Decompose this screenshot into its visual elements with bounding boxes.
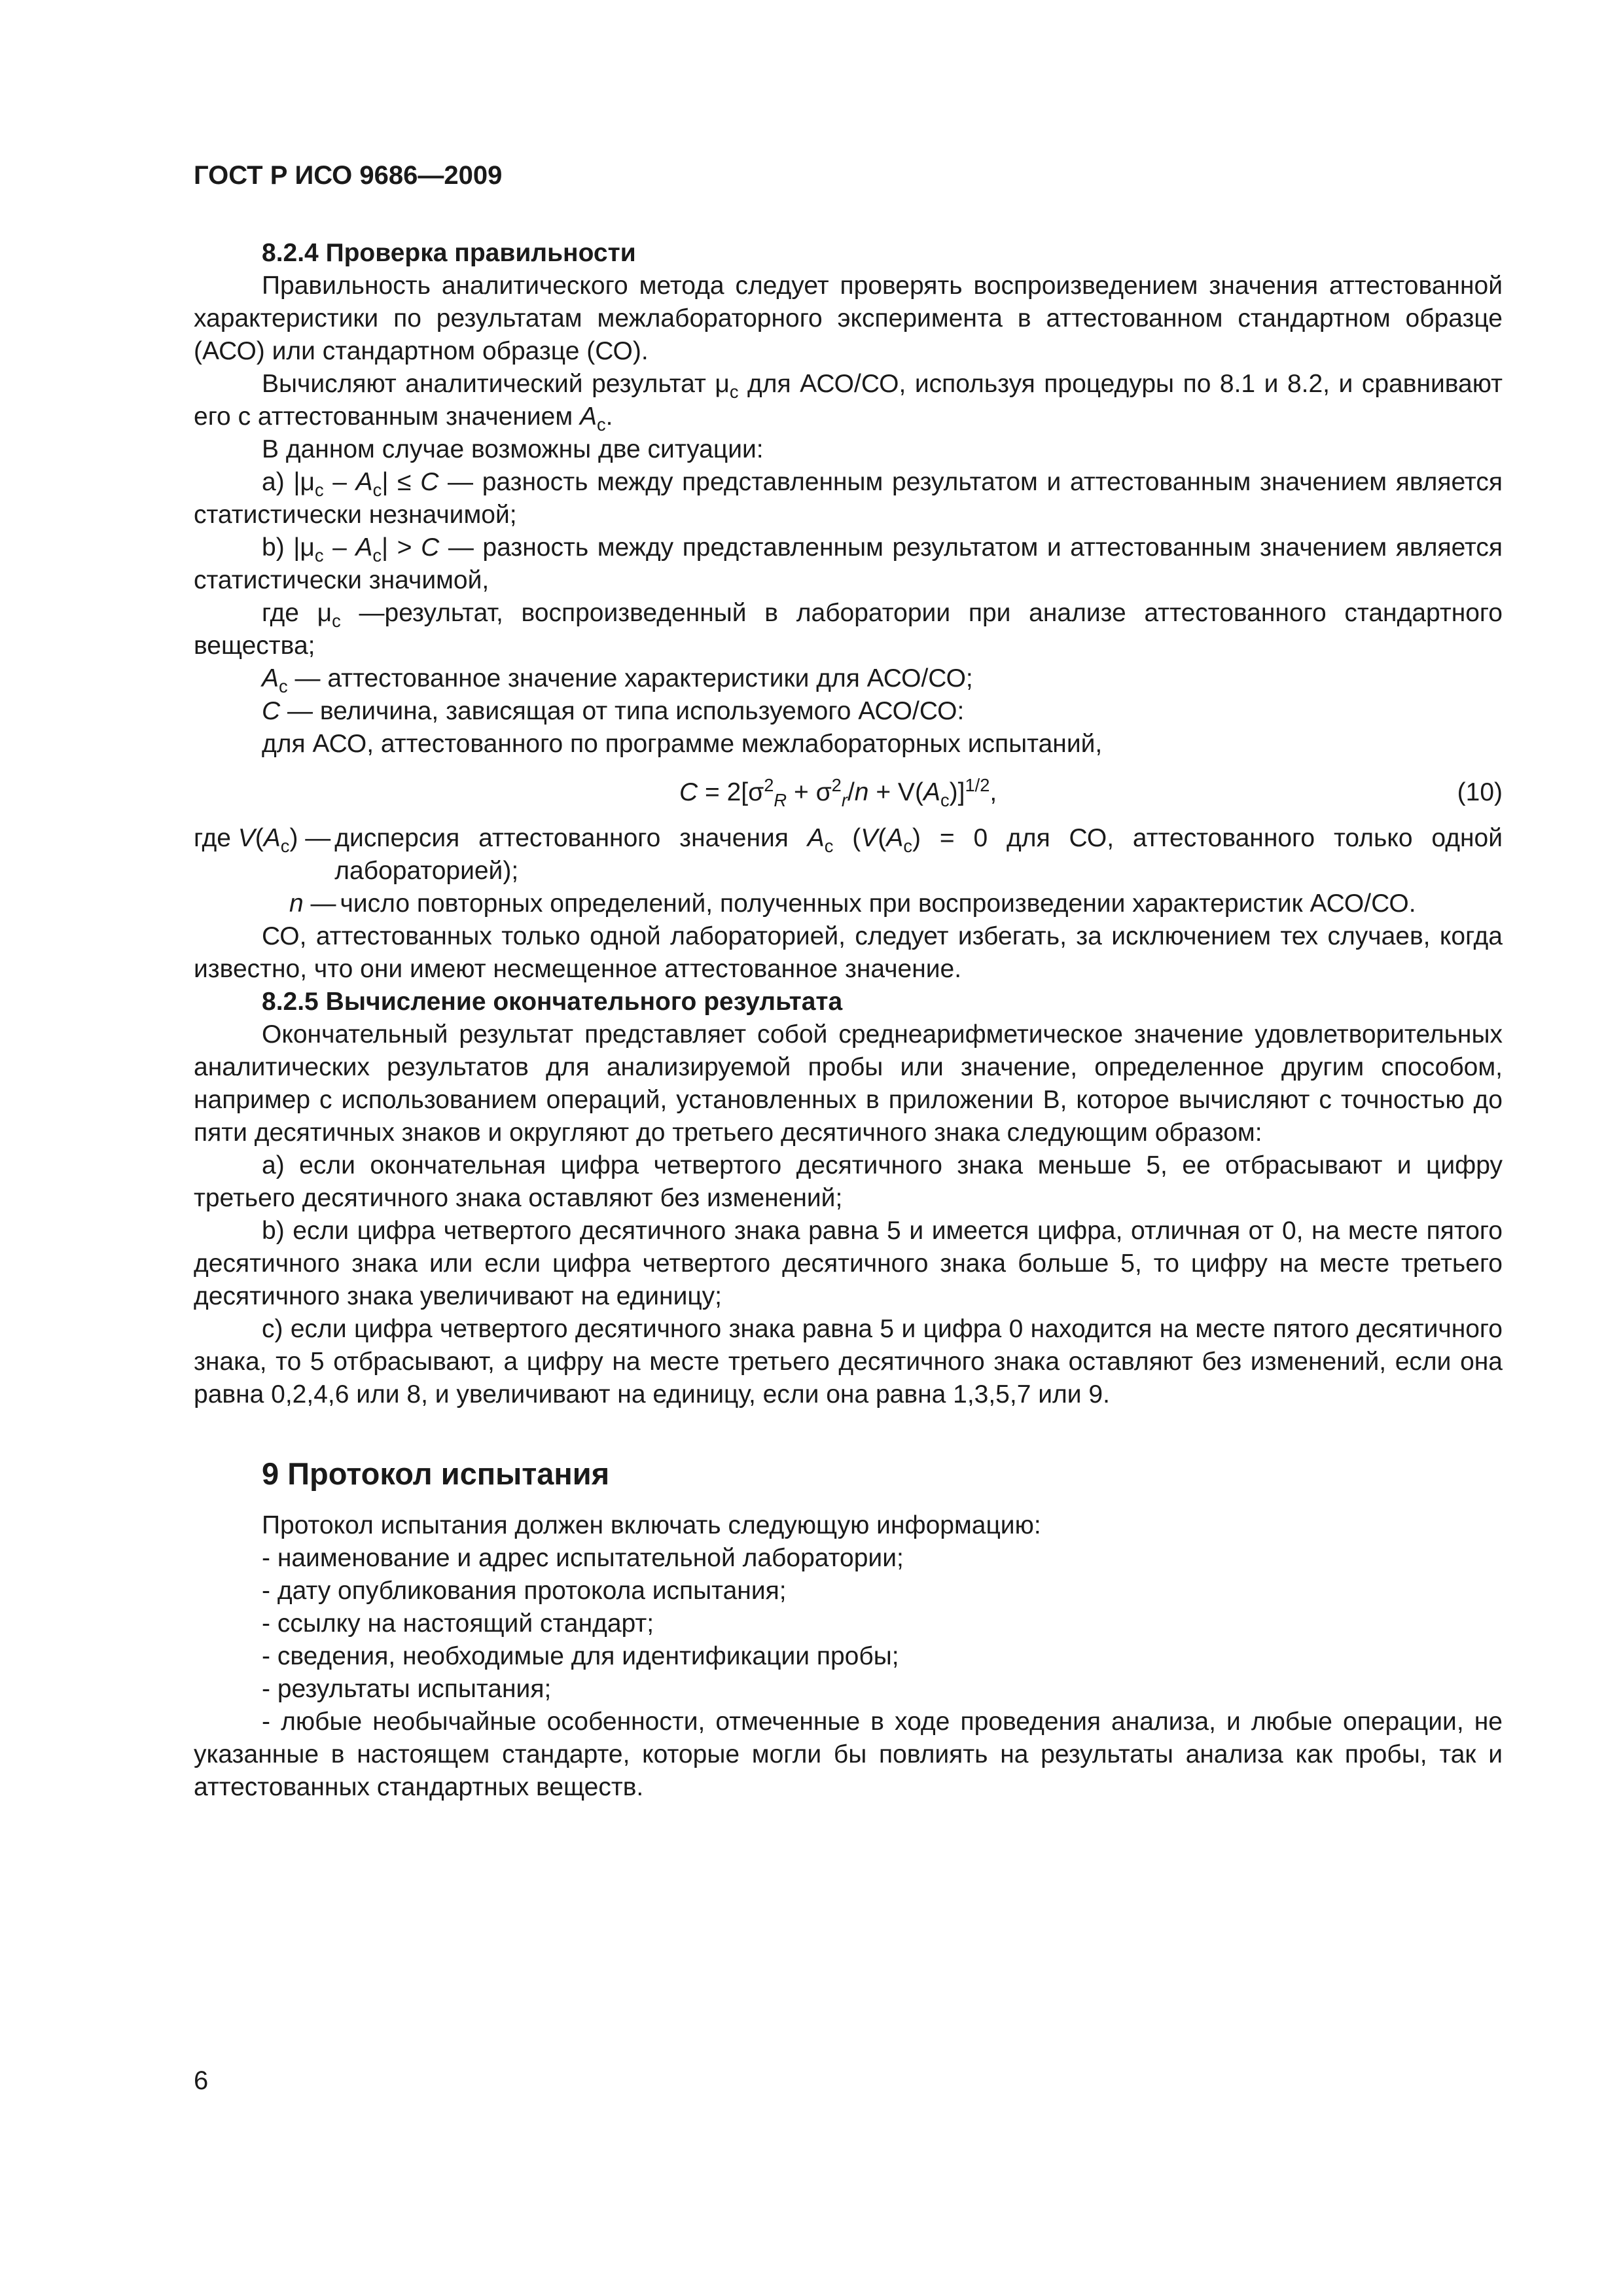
section-8-2-5-title: 8.2.5 Вычисление окончательного результата (262, 988, 843, 1016)
formula-10 (194, 774, 1503, 813)
definition-item (194, 822, 1503, 888)
list-item: c) если цифра четвертого десятичного знака равна 5 и цифра 0 находится на месте пятого десятичного знака, то 5 отбрасывают, а цифру на месте третьего десятичного знака оставляют без изменений, если она равна 0,2,4,6 или 8, и увеличивают на единицу, если она равна 1,3,5,7 или 9. (194, 1315, 1503, 1408)
definition-term: n — (289, 889, 336, 918)
paragraph: Протокол испытания должен включать следующую информацию: (262, 1511, 1041, 1539)
definition-text: число повторных определений, полученных при воспроизведении характеристик АСО/СО. (340, 889, 1416, 918)
paragraph: Правильность аналитического метода следует проверять воспроизведением значения аттестованной характеристики по результатам межлабораторного эксперимента в аттестованном стандартном образце (АСО) или стандартном образце (СО). (194, 272, 1503, 365)
paragraph: СО, аттестованных только одной лабораторией, следует избегать, за исключением тех случаев, когда известно, что они имеют несмещенное аттестованное значение. (194, 922, 1503, 983)
list-item: a) $|\mu_c - A_c| \le C$ — разность между представленным результатом и аттестованным значением является статистически незначимой; (194, 468, 1503, 529)
definition-term: где $V(A_c)$ — (194, 824, 331, 856)
list-item: - ссылку на настоящий стандарт; (262, 1609, 654, 1638)
document-header: ГОСТ Р ИСО 9686—2009 (194, 161, 503, 190)
paragraph: C — величина, зависящая от типа используемого АСО/СО: (262, 697, 965, 725)
section-9-title: 9 Протокол испытания (262, 1456, 610, 1491)
paragraph: для АСО, аттестованного по программе межлабораторных испытаний, (262, 730, 1103, 758)
formula-expression: $C = 2[\sigma^2_R + \sigma^2_r/n + V(A_c)]^{1/2}$, (679, 775, 997, 810)
list-item: - результаты испытания; (262, 1675, 552, 1703)
paragraph: где $\mu_с$ —результат, воспроизведенный в лаборатории при анализе аттестованного стандартного вещества; (194, 599, 1503, 660)
paragraph: $A_c$ — аттестованное значение характеристики для АСО/СО; (262, 664, 973, 696)
list-item: a) если окончательная цифра четвертого десятичного знака меньше 5, ее отбрасывают и цифру третьего десятичного знака оставляют без изменений; (194, 1151, 1503, 1212)
paragraph: Вычисляют аналитический результат $\mu_с$ для АСО/СО, используя процедуры по 8.1 и 8.2, и сравнивают его с аттестованным значением $A_c$. (194, 370, 1503, 435)
list-item: b) если цифра четвертого десятичного знака равна 5 и имеется цифра, отличная от 0, на месте пятого десятичного знака или если цифра четвертого десятичного знака больше 5, то цифру на месте третьего десятичного знака увеличивают на единицу; (194, 1217, 1503, 1310)
list-item: b) $|\mu_c - A_c| > C$ — разность между представленным результатом и аттестованным значением является статистически значимой, (194, 533, 1503, 594)
section-8-2-4-title: 8.2.4 Проверка правильности (262, 239, 636, 267)
page-number: 6 (194, 2066, 209, 2095)
list-item: - любые необычайные особенности, отмеченные в ходе проведения анализа, и любые операции, не указанные в настоящем стандарте, которые могли бы повлиять на результаты анализа как пробы, так и аттестованных стандартных веществ. (194, 1708, 1503, 1801)
list-item: - дату опубликования протокола испытания; (262, 1577, 787, 1605)
formula-number: (10) (1457, 778, 1503, 806)
list-item: - наименование и адрес испытательной лаборатории; (262, 1544, 904, 1572)
definition-item (289, 888, 1503, 920)
list-item: - сведения, необходимые для идентификации пробы; (262, 1642, 899, 1670)
page-content (194, 237, 1503, 1804)
paragraph: В данном случае возможны две ситуации: (262, 435, 764, 463)
definition-text: дисперсия аттестованного значения $A_c$ ($V(A_c) = 0$ для СО, аттестованного только одной лабораторией); (334, 824, 1503, 885)
paragraph: Окончательный результат представляет собой среднеарифметическое значение удовлетворительных аналитических результатов для анализируемой пробы или значение, определенное другим способом, например с использованием операций, установленных в приложении В, которое вычисляют с точностью до пяти десятичных знаков и округляют до третьего десятичного знака следующим образом: (194, 1020, 1503, 1147)
